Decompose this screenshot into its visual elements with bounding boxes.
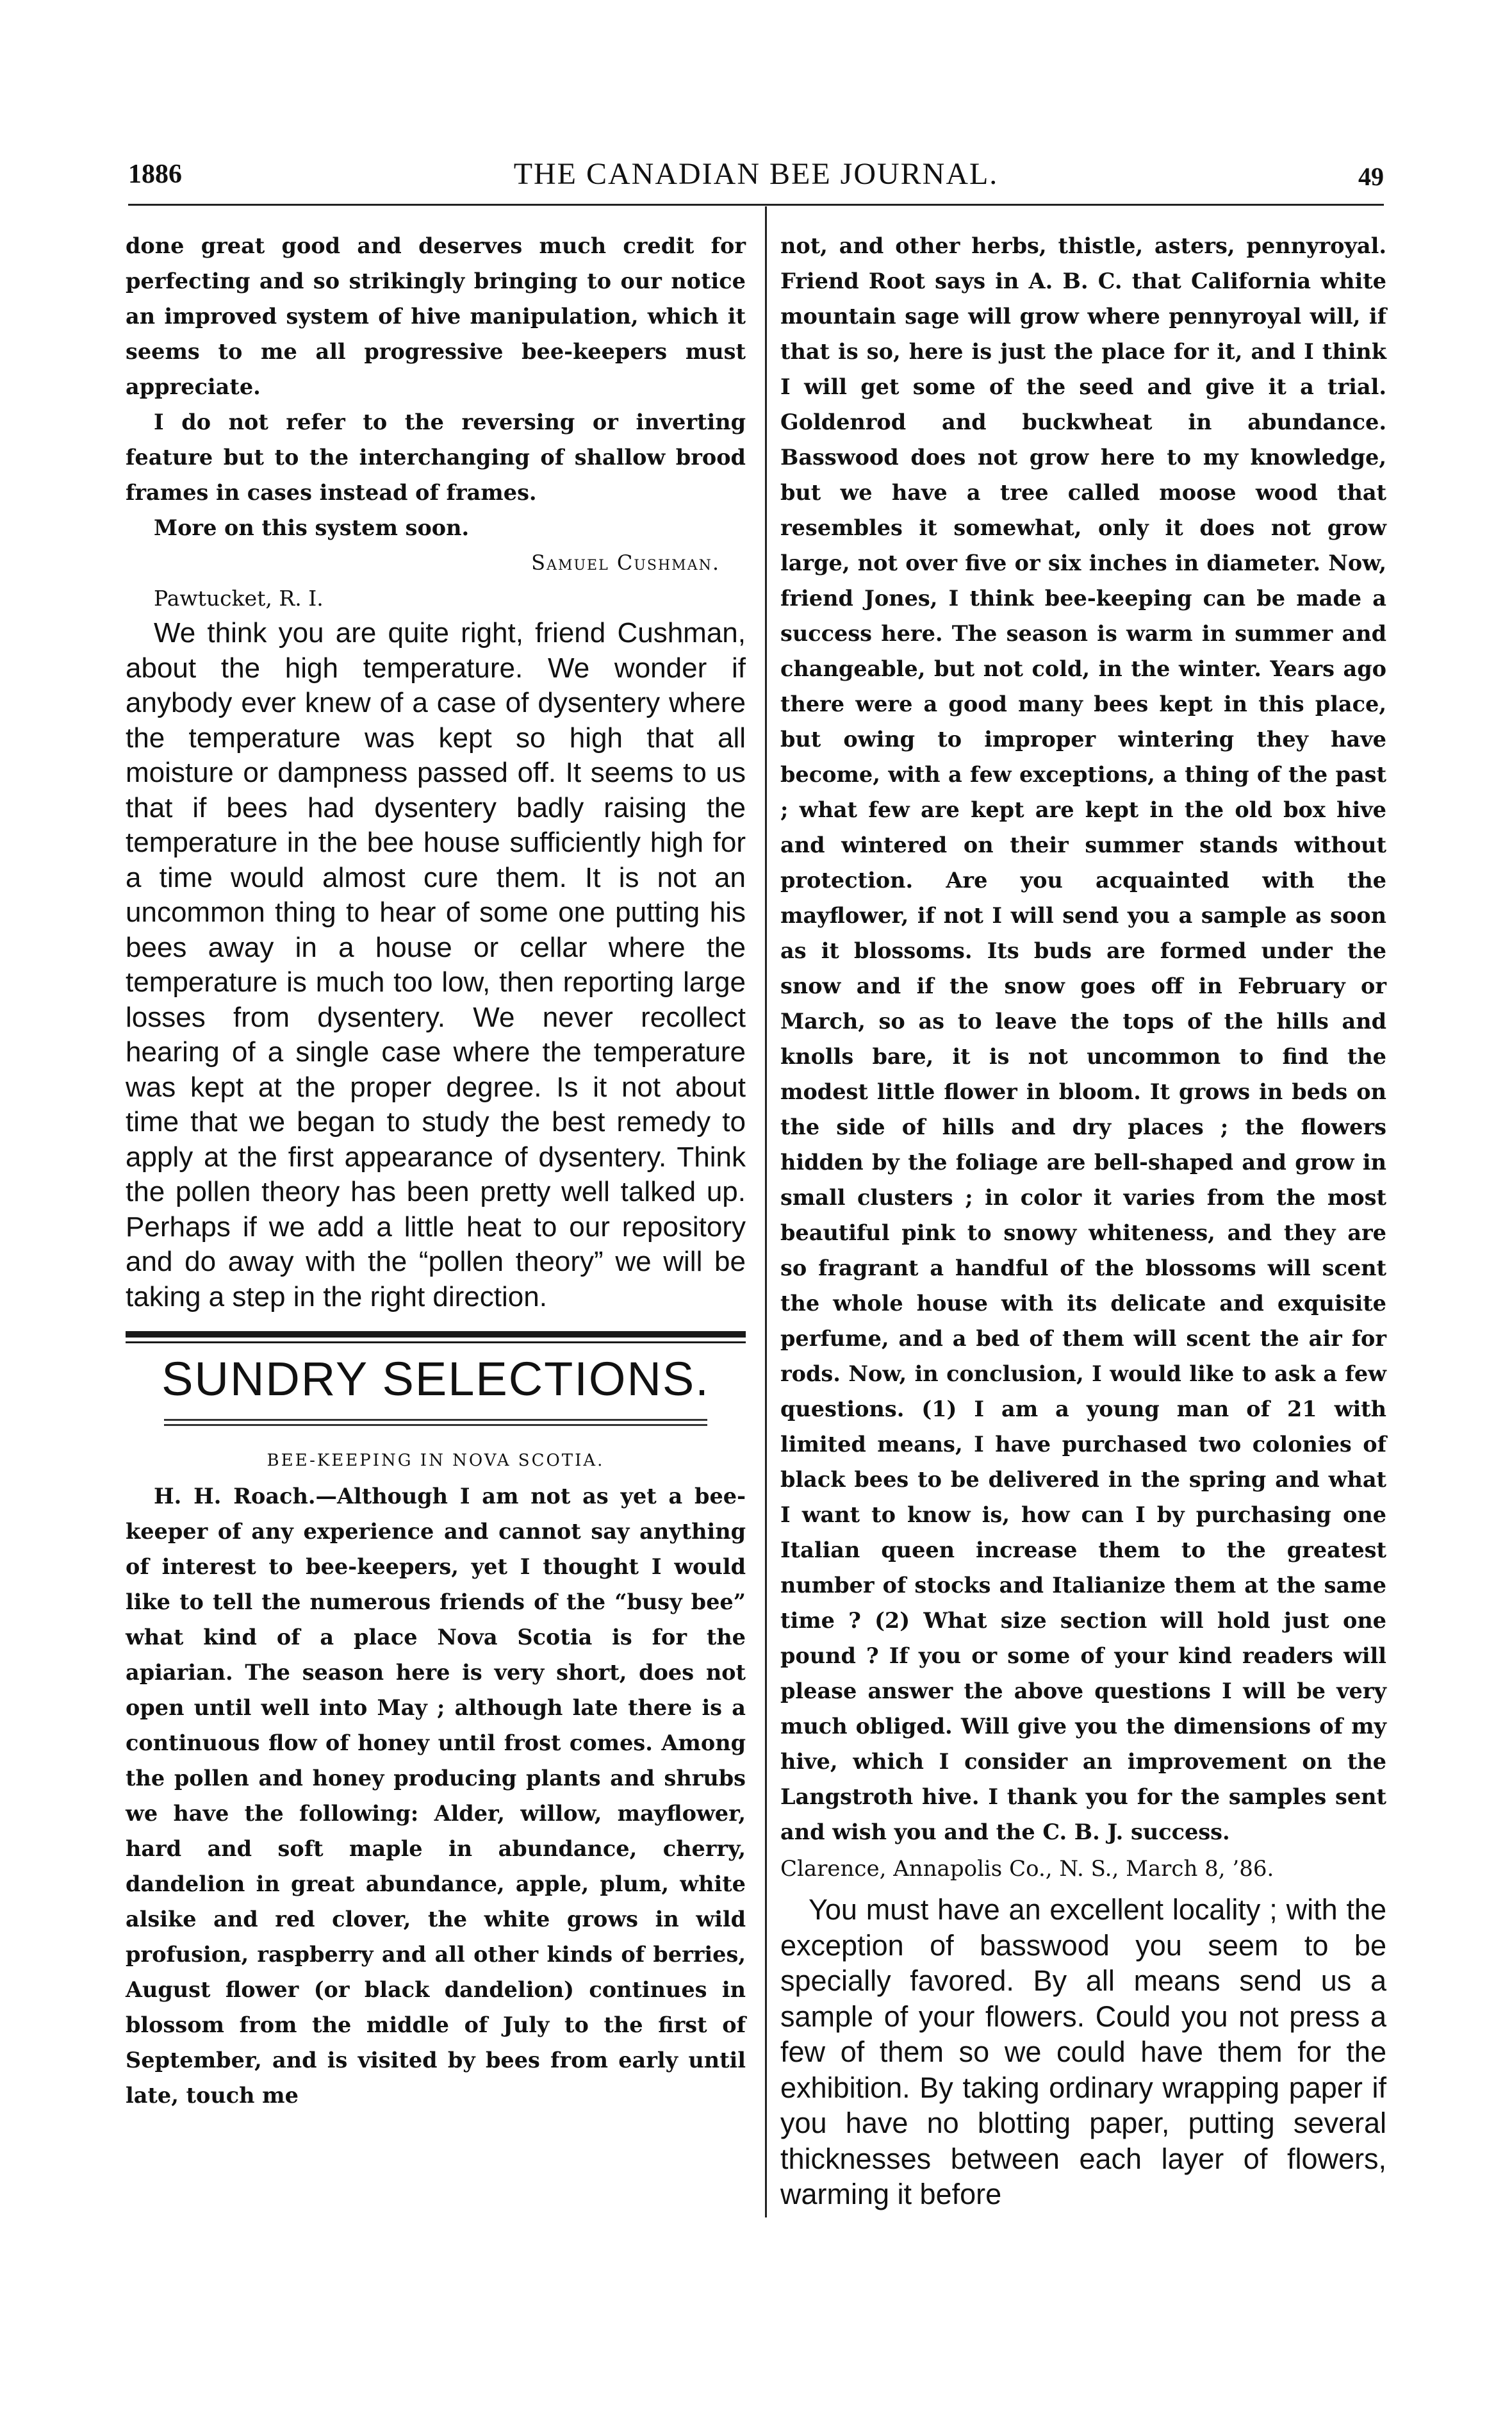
letter-paragraph: I do not refer to the reversing or inverting feature but to the interchanging of shallow brood frames in cases instead of frames. (126, 410, 746, 505)
article-subhead: BEE-KEEPING IN NOVA SCOTIA. (267, 1451, 605, 1470)
header-year: 1886 (128, 160, 182, 189)
letter-paragraph: done great good and deserves much credit for perfecting and so strikingly bringing to our notice an improved system of hive manipulation, which it seems to me all progressive bee-keepers must appreciate. (126, 233, 746, 399)
letter-continuation: not, and other herbs, thistle, asters, pennyroyal. Friend Root says in A. B. C. that California white mountain sage will grow where pennyroyal will, if that is so, here is just the place for it, and I think I will get some of the seed and give it a trial. Goldenrod and buckwheat in abundance. Basswood does not grow here to my knowledge, but we have a tree called moose wood that resembles it somewhat, only it does not grow large, not over five or six inches in diameter. Now, friend Jones, I think bee-keeping can be made a success here. The season is warm in summer and changeable, but not cold, in the winter. Years ago there were a good many bees kept in this place, but owing to improper wintering they have become, with a few exceptions, a thing of the past ; what few are kept are kept in the old box hive and wintered on their summer stands without protection. Are you acquainted with the mayflower, if not I will send you a sample as soon as it blossoms. Its buds are formed under the snow and if the snow goes off in February or March, so as to leave the tops of the hills and knolls bare, it is not uncommon to find the modest little flower in bloom. It grows in beds on the side of hills and dry places ; the flowers hidden by the foliage are bell-shaped and grow in small clusters ; in color it varies from the most beautiful pink to snowy whiteness, and they are so fragrant a handful of the blossoms will scent the whole house with its delicate and exquisite perfume, and a bed of them will scent the air for rods. Now, in conclusion, I would like to ask a few questions. (1) I am a young man of 21 with limited means, I have purchased two colonies of black bees to be delivered in the spring and what I want to know is, how can I by purchasing one Italian queen increase them to the greatest number of stocks and Italianize them at the same time ? (2) What size section will hold just one pound ? If you or some of your kind readers will please answer the above questions I will be very much obliged. Will give you the dimensions of my hive, which I consider an improvement on the Langstroth hive. I thank you for the samples sent and wish you and the C. B. J. success. (780, 233, 1386, 1844)
double-rule (164, 1419, 707, 1426)
letter-dateline: Clarence, Annapolis Co., N. S., March 8, ’86. (780, 1856, 1274, 1882)
header-rule (128, 204, 1384, 206)
right-column (780, 228, 1386, 2212)
author-location: Pawtucket, R. I. (154, 586, 324, 611)
thin-rule (126, 1341, 746, 1343)
letter-paragraph: H. H. Roach.—Although I am not as yet a bee-keeper of any experience and cannot say anything of interest to bee-keepers, yet I thought I would like to tell the numerous friends of the “busy bee” what kind of a place Nova Scotia is for the apiarian. The season here is very short, does not open until well into May ; although late there is a continuous flow of honey until frost comes. Among the pollen and honey producing plants and shrubs we have the following: Alder, willow, mayflower, hard and soft maple in abundance, cherry, dandelion in great abundance, apple, plum, white alsike and red clover, the white grows in wild profusion, raspberry and all other kinds of berries, August flower (or black dandelion) continues in blossom from the middle of July to the first of September, and is visited by bees from early until late, touch me (126, 1484, 746, 2108)
section-title: SUNDRY SELECTIONS. (161, 1352, 710, 1405)
left-column (126, 228, 746, 2113)
author-signature: Samuel Cushman. (531, 551, 720, 575)
page-number: 49 (1358, 162, 1384, 191)
letter-paragraph: More on this system soon. (154, 515, 470, 540)
column-divider (765, 206, 767, 2217)
section-divider (126, 1331, 746, 1343)
page-header (128, 156, 1384, 197)
journal-title: THE CANADIAN BEE JOURNAL. (513, 157, 999, 191)
thick-rule (126, 1331, 746, 1338)
editorial-reply: We think you are quite right, friend Cushman, about the high temperature. We wonder if anybody ever knew of a case of dysentery where the temperature was kept so high that all moisture or dampness passed off. It seems to us that if bees had dysentery badly raising the temperature in the bee house sufficiently high for a time would almost cure them. It is not an uncommon thing to hear of some one putting his bees away in a house or cellar where the temperature is much too low, then reporting large losses from dysentery. We never recollect hearing of a single case where the temperature was kept at the proper degree. Is it not about time that we began to study the best remedy to apply at the first appearance of dysentery. Think the pollen theory has been pretty well talked up. Perhaps if we add a little heat to our repository and do away with the “pollen theory” we will be taking a step in the right direction. (126, 617, 746, 1313)
editorial-reply: You must have an excellent locality ; with the exception of basswood you seem to be specially favored. By all means send us a sample of your flowers. Could you not press a few of them so we could have them for the exhibition. By taking ordinary wrapping paper if you have no blotting paper, putting several thicknesses between each layer of flowers, warming it before (780, 1893, 1386, 2210)
